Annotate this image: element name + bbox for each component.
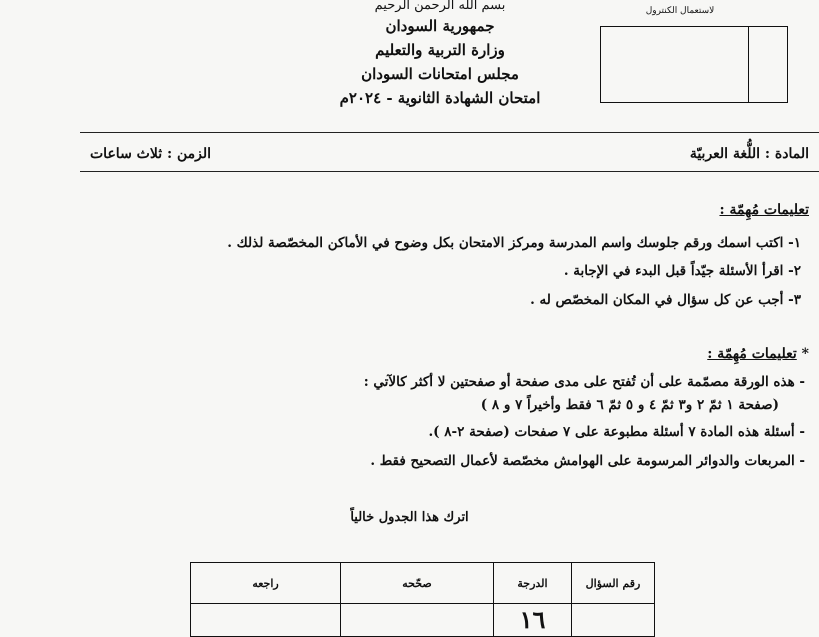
header-grade: الدرجة — [494, 563, 572, 604]
cell-corrected-by — [341, 604, 494, 637]
instruction-item: - هذه الورقة مصمّمة على أن تُفتح على مدى صفحة أو صفحتين لا أكثر كالآتي : — [363, 374, 805, 390]
instruction-item: ١- اكتب اسمك ورقم جلوسك واسم المدرسة ومركز الامتحان بكل وضوح في الأماكن المخصّصة لذلك . — [227, 235, 801, 251]
header-question-number: رقم السؤال — [572, 563, 655, 604]
grades-table — [190, 562, 655, 637]
control-use-box — [600, 6, 770, 16]
instruction-item: - المربعات والدوائر المرسومة على الهوامش مخصّصة لأعمال التصحيح فقط . — [370, 453, 805, 469]
instructions-title-2-text: تعليمات مُهِمّة : — [707, 346, 797, 362]
cell-question-number — [572, 604, 655, 637]
instruction-item: ٢- اقرأ الأسئلة جيّداً قبل البدء في الإجابة . — [563, 263, 801, 279]
leave-empty-note: اترك هذا الجدول خالياً — [350, 510, 469, 525]
instruction-item: - أسئلة هذه المادة ٧ أسئلة مطبوعة على ٧ صفحات (صفحة ٢-٨ ). — [428, 424, 805, 440]
ministry-name: وزارة التربية والتعليم — [375, 41, 505, 59]
table-row — [191, 604, 655, 637]
table-header-row — [191, 563, 655, 604]
republic-name: جمهورية السودان — [385, 17, 495, 35]
bismillah: بسم الله الرحمن الرحيم — [374, 0, 506, 13]
control-box-left — [601, 27, 748, 102]
instructions-title-2 — [707, 346, 809, 362]
control-box-right — [748, 27, 787, 102]
control-use-label: لاستعمال الكنترول — [645, 6, 715, 16]
header-reviewed-by: راجعه — [191, 563, 341, 604]
exam-title: امتحان الشهادة الثانوية - ٢٠٢٤م — [339, 89, 541, 107]
cell-reviewed-by — [191, 604, 341, 637]
council-name: مجلس امتحانات السودان — [361, 65, 519, 83]
divider-top — [80, 132, 819, 133]
header — [290, 0, 590, 110]
instructions-title: تعليمات مُهِمّة : — [719, 202, 809, 218]
subject-label: المادة : اللُّغة العربيّة — [689, 146, 809, 162]
instruction-item: (صفحة ١ ثمّ ٢ و٣ ثمّ ٤ و ٥ ثمّ ٦ فقط وأخيراً ٧ و ٨ ) — [480, 397, 779, 413]
instruction-item: ٣- أجب عن كل سؤال في المكان المخصّص له . — [530, 292, 801, 308]
control-boxes — [600, 26, 788, 103]
cell-grade: ١٦ — [494, 604, 572, 637]
divider-bottom — [80, 171, 819, 172]
header-corrected-by: صحّحه — [341, 563, 494, 604]
time-label: الزمن : ثلاث ساعات — [90, 146, 212, 162]
star-marker: * — [801, 346, 809, 362]
